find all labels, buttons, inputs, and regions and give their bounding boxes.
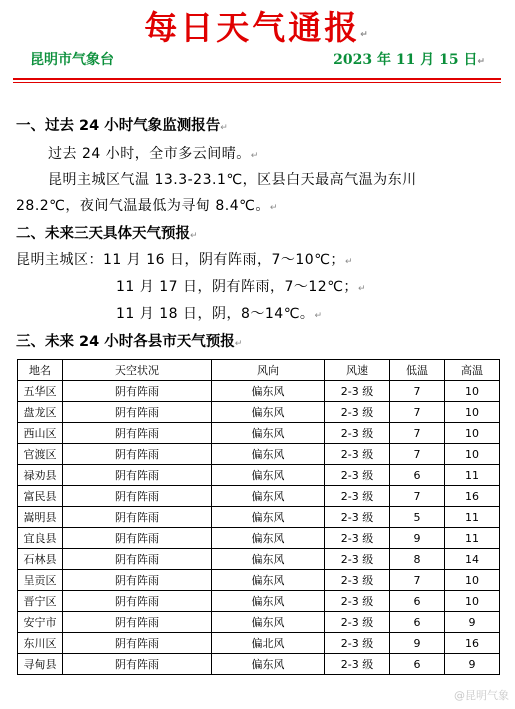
cell-sky: 阴有阵雨 (63, 423, 212, 444)
table-row (18, 549, 500, 570)
cell-wind-direction: 偏东风 (212, 570, 325, 591)
cell-wind-speed: 2-3 级 (325, 654, 390, 675)
section1-heading: 一、过去 24 小时气象监测报告↵ (16, 118, 228, 134)
cell-low-temp: 5 (390, 507, 445, 528)
cell-wind-direction: 偏东风 (212, 528, 325, 549)
section1-temp-line: 昆明主城区气温 13.3-23.1℃，区县白天最高气温为东川 (48, 172, 417, 188)
cell-wind-speed: 2-3 级 (325, 381, 390, 402)
table-body (18, 381, 500, 675)
cell-wind-speed: 2-3 级 (325, 528, 390, 549)
cell-sky: 阴有阵雨 (63, 570, 212, 591)
header-rule-thin (13, 82, 501, 83)
cell-high-temp: 10 (445, 444, 500, 465)
cell-wind-speed: 2-3 级 (325, 507, 390, 528)
forecast-day-3: 11 月 18 日，阴，8～14℃。↵ (116, 306, 323, 322)
cell-wind-direction: 偏东风 (212, 402, 325, 423)
cell-wind-direction: 偏东风 (212, 654, 325, 675)
cell-sky: 阴有阵雨 (63, 633, 212, 654)
cell-location: 五华区 (18, 381, 63, 402)
header-rule-thick (13, 78, 501, 80)
col-header-wind-dir: 风向 (212, 360, 325, 381)
cell-low-temp: 8 (390, 549, 445, 570)
cell-high-temp: 9 (445, 654, 500, 675)
cell-location: 寻甸县 (18, 654, 63, 675)
col-header-wind-speed: 风速 (325, 360, 390, 381)
cell-high-temp: 10 (445, 591, 500, 612)
cell-high-temp: 11 (445, 507, 500, 528)
cell-wind-speed: 2-3 级 (325, 465, 390, 486)
cell-wind-direction: 偏东风 (212, 381, 325, 402)
cell-location: 呈贡区 (18, 570, 63, 591)
cell-low-temp: 6 (390, 612, 445, 633)
header-row (30, 49, 485, 69)
cell-wind-direction: 偏东风 (212, 591, 325, 612)
cell-location: 禄劝县 (18, 465, 63, 486)
cell-high-temp: 9 (445, 612, 500, 633)
table-row (18, 465, 500, 486)
col-header-high-temp: 高温 (445, 360, 500, 381)
cell-sky: 阴有阵雨 (63, 654, 212, 675)
cell-wind-speed: 2-3 级 (325, 549, 390, 570)
table-row (18, 633, 500, 654)
cell-sky: 阴有阵雨 (63, 612, 212, 633)
cell-location: 西山区 (18, 423, 63, 444)
table-row (18, 507, 500, 528)
cell-high-temp: 10 (445, 423, 500, 444)
county-forecast-table (17, 359, 500, 675)
cell-wind-speed: 2-3 级 (325, 570, 390, 591)
cell-low-temp: 7 (390, 486, 445, 507)
cell-high-temp: 10 (445, 381, 500, 402)
cell-sky: 阴有阵雨 (63, 465, 212, 486)
page-title: 每日天气通报↵ (144, 8, 371, 47)
col-header-location: 地名 (18, 360, 63, 381)
section2-heading: 二、未来三天具体天气预报↵ (16, 226, 198, 242)
table-row (18, 444, 500, 465)
cell-wind-direction: 偏北风 (212, 633, 325, 654)
cell-low-temp: 7 (390, 402, 445, 423)
cell-high-temp: 10 (445, 570, 500, 591)
table-row (18, 402, 500, 423)
cell-low-temp: 6 (390, 654, 445, 675)
cell-location: 安宁市 (18, 612, 63, 633)
cell-location: 晋宁区 (18, 591, 63, 612)
cell-low-temp: 9 (390, 633, 445, 654)
cell-wind-direction: 偏东风 (212, 444, 325, 465)
cell-low-temp: 6 (390, 591, 445, 612)
org-name: 昆明市气象台 (30, 52, 114, 68)
table-row (18, 486, 500, 507)
cell-low-temp: 7 (390, 444, 445, 465)
table-row (18, 381, 500, 402)
cell-wind-direction: 偏东风 (212, 465, 325, 486)
cell-high-temp: 11 (445, 528, 500, 549)
cell-location: 官渡区 (18, 444, 63, 465)
cell-low-temp: 7 (390, 381, 445, 402)
table-header-row (18, 360, 500, 381)
section1-temp-line-cont: 28.2℃，夜间气温最低为寻甸 8.4℃。↵ (16, 198, 278, 214)
cell-sky: 阴有阵雨 (63, 444, 212, 465)
cell-sky: 阴有阵雨 (63, 528, 212, 549)
cell-sky: 阴有阵雨 (63, 486, 212, 507)
cell-low-temp: 7 (390, 570, 445, 591)
cell-location: 盘龙区 (18, 402, 63, 423)
cell-sky: 阴有阵雨 (63, 591, 212, 612)
cell-high-temp: 11 (445, 465, 500, 486)
cell-location: 东川区 (18, 633, 63, 654)
table-row (18, 591, 500, 612)
cell-high-temp: 14 (445, 549, 500, 570)
forecast-day-1: 昆明主城区：11 月 16 日，阴有阵雨，7～10℃；↵ (16, 252, 353, 268)
table-row (18, 612, 500, 633)
cell-wind-direction: 偏东风 (212, 612, 325, 633)
forecast-label: 昆明主城区： (16, 252, 103, 268)
cell-location: 嵩明县 (18, 507, 63, 528)
cell-location: 石林县 (18, 549, 63, 570)
cell-wind-direction: 偏东风 (212, 486, 325, 507)
cell-wind-speed: 2-3 级 (325, 444, 390, 465)
watermark: @昆明气象 (454, 689, 509, 702)
cell-sky: 阴有阵雨 (63, 549, 212, 570)
cell-wind-speed: 2-3 级 (325, 633, 390, 654)
cell-sky: 阴有阵雨 (63, 507, 212, 528)
cell-high-temp: 16 (445, 633, 500, 654)
cell-low-temp: 7 (390, 423, 445, 444)
cell-wind-direction: 偏东风 (212, 423, 325, 444)
cell-wind-speed: 2-3 级 (325, 423, 390, 444)
cell-high-temp: 16 (445, 486, 500, 507)
cell-high-temp: 10 (445, 402, 500, 423)
col-header-low-temp: 低温 (390, 360, 445, 381)
cell-low-temp: 6 (390, 465, 445, 486)
table-row (18, 423, 500, 444)
cell-wind-direction: 偏东风 (212, 549, 325, 570)
section3-heading: 三、未来 24 小时各县市天气预报↵ (16, 334, 243, 350)
report-date: 2023 年 11 月 15 日↵ (333, 52, 485, 68)
table-row (18, 528, 500, 549)
cell-sky: 阴有阵雨 (63, 381, 212, 402)
forecast-table-wrap (17, 359, 500, 675)
forecast-day-2: 11 月 17 日，阴有阵雨，7～12℃；↵ (116, 279, 366, 295)
cell-wind-speed: 2-3 级 (325, 591, 390, 612)
table-row (18, 654, 500, 675)
cell-wind-speed: 2-3 级 (325, 612, 390, 633)
table-row (18, 570, 500, 591)
cell-wind-speed: 2-3 级 (325, 486, 390, 507)
cell-sky: 阴有阵雨 (63, 402, 212, 423)
col-header-sky: 天空状况 (63, 360, 212, 381)
cell-low-temp: 9 (390, 528, 445, 549)
cell-location: 宜良县 (18, 528, 63, 549)
cell-wind-speed: 2-3 级 (325, 402, 390, 423)
cell-location: 富民县 (18, 486, 63, 507)
cell-wind-direction: 偏东风 (212, 507, 325, 528)
section1-summary: 过去 24 小时，全市多云间晴。↵ (48, 146, 259, 162)
